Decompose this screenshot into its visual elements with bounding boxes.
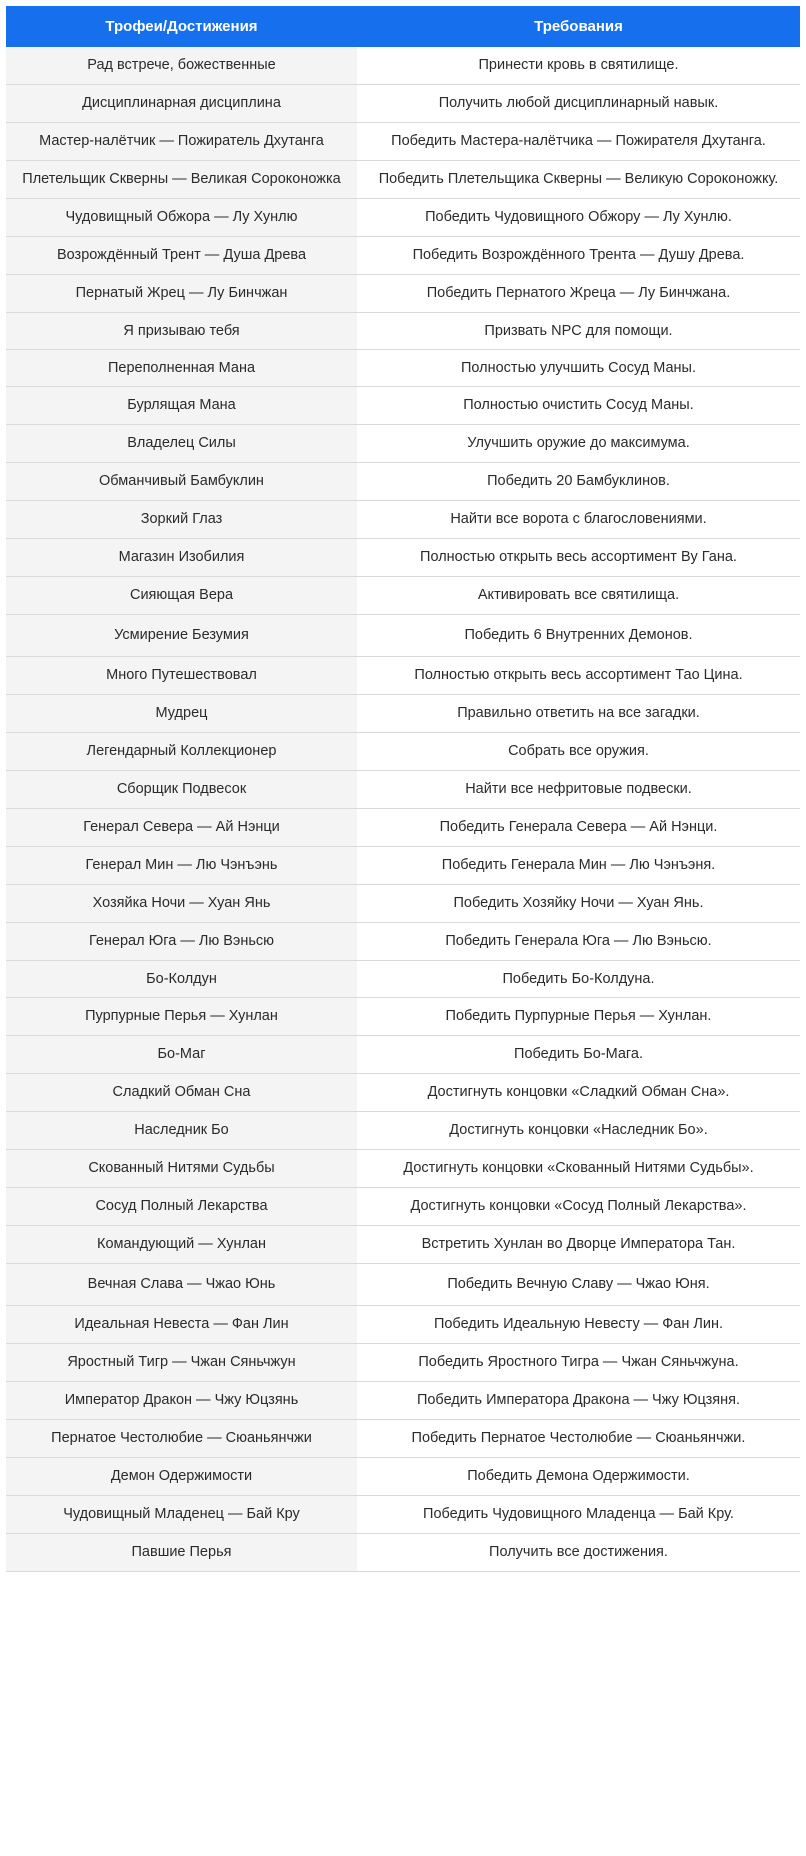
table-row — [6, 1457, 800, 1495]
requirement-cell: Победить Пернатое Честолюбие — Сюаньянчжи. — [357, 1419, 800, 1457]
table-row — [6, 1111, 800, 1149]
achievement-name-cell: Я призываю тебя — [6, 312, 357, 349]
achievement-name-cell: Генерал Мин — Лю Чэнъэнь — [6, 846, 357, 884]
table-row — [6, 922, 800, 960]
table-row — [6, 884, 800, 922]
requirement-cell: Достигнуть концовки «Наследник Бо». — [357, 1111, 800, 1149]
achievement-name-cell: Павшие Перья — [6, 1533, 357, 1571]
table-row — [6, 160, 800, 198]
table-row — [6, 656, 800, 694]
achievement-name-cell: Пернатый Жрец — Лу Бинчжан — [6, 274, 357, 312]
requirement-cell: Правильно ответить на все загадки. — [357, 694, 800, 732]
achievement-name-cell: Сладкий Обман Сна — [6, 1073, 357, 1111]
table-row — [6, 1263, 800, 1305]
requirement-cell: Полностью открыть весь ассортимент Тао Цина. — [357, 656, 800, 694]
requirement-cell: Победить Императора Дракона — Чжу Юцзяня. — [357, 1381, 800, 1419]
table-row — [6, 1149, 800, 1187]
table-row — [6, 274, 800, 312]
requirement-cell: Достигнуть концовки «Скованный Нитями Судьбы». — [357, 1149, 800, 1187]
table-row — [6, 694, 800, 732]
achievement-name-cell: Мастер-налётчик — Пожиратель Дхутанга — [6, 122, 357, 160]
achievement-name-cell: Зоркий Глаз — [6, 500, 357, 538]
requirement-cell: Победить Мастера-налётчика — Пожирателя Дхутанга. — [357, 122, 800, 160]
table-row — [6, 1495, 800, 1533]
achievement-name-cell: Хозяйка Ночи — Хуан Янь — [6, 884, 357, 922]
achievement-name-cell: Сияющая Вера — [6, 576, 357, 614]
requirement-cell: Найти все ворота с благословениями. — [357, 500, 800, 538]
requirement-cell: Собрать все оружия. — [357, 732, 800, 770]
table-row — [6, 538, 800, 576]
table-row — [6, 1381, 800, 1419]
requirement-cell: Полностью очистить Сосуд Маны. — [357, 386, 800, 424]
achievement-name-cell: Идеальная Невеста — Фан Лин — [6, 1305, 357, 1343]
table-row — [6, 462, 800, 500]
requirement-cell: Встретить Хунлан во Дворце Императора Тан. — [357, 1225, 800, 1263]
achievement-name-cell: Магазин Изобилия — [6, 538, 357, 576]
achievements-table-container — [6, 6, 800, 1572]
table-row — [6, 47, 800, 84]
requirement-cell: Получить любой дисциплинарный навык. — [357, 84, 800, 122]
requirement-cell: Призвать NPC для помощи. — [357, 312, 800, 349]
requirement-cell: Достигнуть концовки «Сосуд Полный Лекарства». — [357, 1187, 800, 1225]
table-row — [6, 84, 800, 122]
table-row — [6, 1035, 800, 1073]
table-body — [6, 47, 800, 1571]
requirement-cell: Победить Возрождённого Трента — Душу Древа. — [357, 236, 800, 274]
achievement-name-cell: Чудовищный Младенец — Бай Кру — [6, 1495, 357, 1533]
table-row — [6, 732, 800, 770]
achievement-name-cell: Рад встрече, божественные — [6, 47, 357, 84]
requirement-cell: Победить Чудовищного Обжору — Лу Хунлю. — [357, 198, 800, 236]
table-row — [6, 576, 800, 614]
requirement-cell: Победить Вечную Славу — Чжао Юня. — [357, 1263, 800, 1305]
requirement-cell: Победить Генерала Юга — Лю Вэньсю. — [357, 922, 800, 960]
requirement-cell: Полностью улучшить Сосуд Маны. — [357, 349, 800, 386]
requirement-cell: Победить Плетельщика Скверны — Великую Сороконожку. — [357, 160, 800, 198]
requirement-cell: Победить Хозяйку Ночи — Хуан Янь. — [357, 884, 800, 922]
achievement-name-cell: Обманчивый Бамбуклин — [6, 462, 357, 500]
requirement-cell: Найти все нефритовые подвески. — [357, 770, 800, 808]
table-row — [6, 349, 800, 386]
achievement-name-cell: Командующий — Хунлан — [6, 1225, 357, 1263]
requirement-cell: Победить Яростного Тигра — Чжан Сяньчжуна. — [357, 1343, 800, 1381]
table-header — [6, 6, 800, 47]
table-row — [6, 1187, 800, 1225]
achievement-name-cell: Пурпурные Перья — Хунлан — [6, 997, 357, 1035]
table-row — [6, 808, 800, 846]
requirement-cell: Победить Пурпурные Перья — Хунлан. — [357, 997, 800, 1035]
requirement-cell: Победить 6 Внутренних Демонов. — [357, 614, 800, 656]
requirement-cell: Активировать все святилища. — [357, 576, 800, 614]
requirement-cell: Победить Демона Одержимости. — [357, 1457, 800, 1495]
achievement-name-cell: Плетельщик Скверны — Великая Сороконожка — [6, 160, 357, 198]
achievement-name-cell: Вечная Слава — Чжао Юнь — [6, 1263, 357, 1305]
table-row — [6, 198, 800, 236]
achievement-name-cell: Дисциплинарная дисциплина — [6, 84, 357, 122]
achievement-name-cell: Генерал Севера — Ай Нэнци — [6, 808, 357, 846]
table-row — [6, 236, 800, 274]
requirement-cell: Улучшить оружие до максимума. — [357, 424, 800, 462]
achievement-name-cell: Владелец Силы — [6, 424, 357, 462]
achievement-name-cell: Мудрец — [6, 694, 357, 732]
table-row — [6, 1225, 800, 1263]
requirement-cell: Победить Генерала Мин — Лю Чэнъэня. — [357, 846, 800, 884]
requirement-cell: Получить все достижения. — [357, 1533, 800, 1571]
header-achievements: Трофеи/Достижения — [6, 6, 357, 47]
achievement-name-cell: Пернатое Честолюбие — Сюаньянчжи — [6, 1419, 357, 1457]
table-row — [6, 770, 800, 808]
table-row — [6, 846, 800, 884]
achievement-name-cell: Бурлящая Мана — [6, 386, 357, 424]
header-requirements: Требования — [357, 6, 800, 47]
achievement-name-cell: Император Дракон — Чжу Юцзянь — [6, 1381, 357, 1419]
achievement-name-cell: Бо-Маг — [6, 1035, 357, 1073]
table-row — [6, 1073, 800, 1111]
requirement-cell: Принести кровь в святилище. — [357, 47, 800, 84]
table-row — [6, 122, 800, 160]
table-row — [6, 386, 800, 424]
achievement-name-cell: Скованный Нитями Судьбы — [6, 1149, 357, 1187]
table-row — [6, 1419, 800, 1457]
achievement-name-cell: Чудовищный Обжора — Лу Хунлю — [6, 198, 357, 236]
achievement-name-cell: Возрождённый Трент — Душа Древа — [6, 236, 357, 274]
requirement-cell: Победить Идеальную Невесту — Фан Лин. — [357, 1305, 800, 1343]
requirement-cell: Победить Бо-Мага. — [357, 1035, 800, 1073]
table-row — [6, 500, 800, 538]
table-row — [6, 1343, 800, 1381]
achievement-name-cell: Генерал Юга — Лю Вэньсю — [6, 922, 357, 960]
table-row — [6, 614, 800, 656]
requirement-cell: Победить Чудовищного Младенца — Бай Кру. — [357, 1495, 800, 1533]
achievement-name-cell: Сосуд Полный Лекарства — [6, 1187, 357, 1225]
table-row — [6, 1533, 800, 1571]
achievement-name-cell: Демон Одержимости — [6, 1457, 357, 1495]
achievements-table — [6, 6, 800, 1572]
achievement-name-cell: Много Путешествовал — [6, 656, 357, 694]
requirement-cell: Победить 20 Бамбуклинов. — [357, 462, 800, 500]
requirement-cell: Победить Пернатого Жреца — Лу Бинчжана. — [357, 274, 800, 312]
achievement-name-cell: Легендарный Коллекционер — [6, 732, 357, 770]
table-row — [6, 424, 800, 462]
achievement-name-cell: Яростный Тигр — Чжан Сяньчжун — [6, 1343, 357, 1381]
table-row — [6, 312, 800, 349]
achievement-name-cell: Переполненная Мана — [6, 349, 357, 386]
achievement-name-cell: Наследник Бо — [6, 1111, 357, 1149]
table-row — [6, 997, 800, 1035]
header-row — [6, 6, 800, 47]
achievement-name-cell: Бо-Колдун — [6, 960, 357, 997]
requirement-cell: Достигнуть концовки «Сладкий Обман Сна». — [357, 1073, 800, 1111]
requirement-cell: Победить Бо-Колдуна. — [357, 960, 800, 997]
table-row — [6, 960, 800, 997]
requirement-cell: Победить Генерала Севера — Ай Нэнци. — [357, 808, 800, 846]
requirement-cell: Полностью открыть весь ассортимент Ву Гана. — [357, 538, 800, 576]
table-row — [6, 1305, 800, 1343]
achievement-name-cell: Сборщик Подвесок — [6, 770, 357, 808]
achievement-name-cell: Усмирение Безумия — [6, 614, 357, 656]
